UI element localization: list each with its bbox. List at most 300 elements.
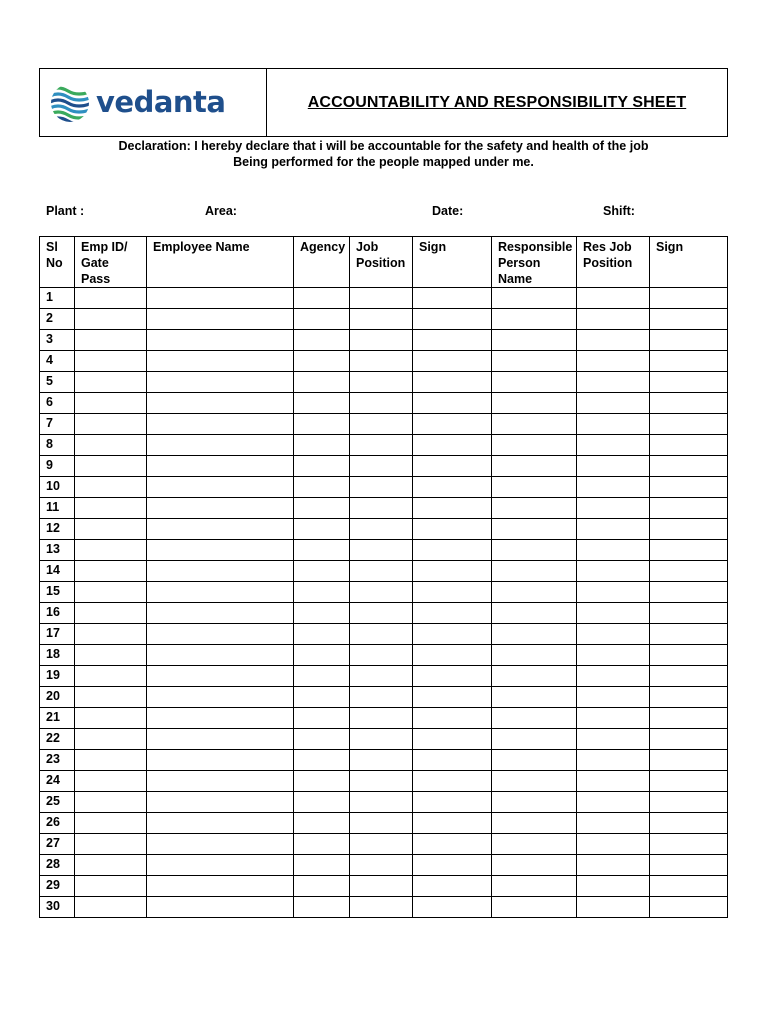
blank-cell[interactable]: [577, 645, 650, 666]
column-header-line: Agency: [300, 240, 346, 254]
blank-cell[interactable]: [492, 687, 577, 708]
blank-cell[interactable]: [75, 834, 147, 855]
row-number-cell: 20: [40, 687, 75, 708]
row-number-cell: 21: [40, 708, 75, 729]
row-number-cell: 9: [40, 456, 75, 477]
blank-cell[interactable]: [577, 561, 650, 582]
area-label: Area:: [205, 204, 237, 218]
blank-cell[interactable]: [413, 624, 492, 645]
blank-cell[interactable]: [650, 582, 728, 603]
blank-cell[interactable]: [147, 750, 294, 771]
blank-cell[interactable]: [147, 498, 294, 519]
blank-cell[interactable]: [350, 540, 413, 561]
table-row: [40, 645, 728, 666]
blank-cell[interactable]: [294, 813, 350, 834]
blank-cell[interactable]: [650, 645, 728, 666]
blank-cell[interactable]: [650, 897, 728, 918]
blank-cell[interactable]: [492, 729, 577, 750]
blank-cell[interactable]: [147, 666, 294, 687]
blank-cell[interactable]: [75, 666, 147, 687]
column-header: [40, 237, 75, 288]
blank-cell[interactable]: [492, 498, 577, 519]
blank-cell[interactable]: [650, 330, 728, 351]
blank-cell[interactable]: [650, 540, 728, 561]
blank-cell[interactable]: [650, 834, 728, 855]
column-header: [577, 237, 650, 288]
blank-cell[interactable]: [577, 813, 650, 834]
blank-cell[interactable]: [492, 666, 577, 687]
row-number-cell: 30: [40, 897, 75, 918]
blank-cell[interactable]: [350, 792, 413, 813]
blank-cell[interactable]: [650, 813, 728, 834]
blank-cell[interactable]: [75, 372, 147, 393]
table-row: [40, 729, 728, 750]
blank-cell[interactable]: [413, 645, 492, 666]
table-body: [40, 288, 728, 918]
blank-cell[interactable]: [577, 729, 650, 750]
blank-cell[interactable]: [650, 288, 728, 309]
column-header-line: Responsible: [498, 240, 573, 254]
blank-cell[interactable]: [75, 855, 147, 876]
blank-cell[interactable]: [413, 330, 492, 351]
row-number-cell: 27: [40, 834, 75, 855]
blank-cell[interactable]: [75, 813, 147, 834]
blank-cell[interactable]: [350, 561, 413, 582]
blank-cell[interactable]: [577, 519, 650, 540]
blank-cell[interactable]: [350, 855, 413, 876]
table-row: [40, 288, 728, 309]
blank-cell[interactable]: [294, 687, 350, 708]
blank-cell[interactable]: [492, 771, 577, 792]
blank-cell[interactable]: [147, 582, 294, 603]
blank-cell[interactable]: [350, 834, 413, 855]
blank-cell[interactable]: [75, 393, 147, 414]
blank-cell[interactable]: [492, 351, 577, 372]
declaration-line-2: Being performed for the people mapped under me.: [233, 155, 534, 169]
blank-cell[interactable]: [413, 834, 492, 855]
blank-cell[interactable]: [650, 561, 728, 582]
blank-cell[interactable]: [577, 435, 650, 456]
blank-cell[interactable]: [350, 603, 413, 624]
blank-cell[interactable]: [350, 645, 413, 666]
table-row: [40, 687, 728, 708]
blank-cell[interactable]: [294, 393, 350, 414]
blank-cell[interactable]: [577, 288, 650, 309]
row-number-cell: 10: [40, 477, 75, 498]
blank-cell[interactable]: [294, 372, 350, 393]
blank-cell[interactable]: [294, 456, 350, 477]
blank-cell[interactable]: [75, 645, 147, 666]
blank-cell[interactable]: [350, 288, 413, 309]
blank-cell[interactable]: [577, 708, 650, 729]
blank-cell[interactable]: [492, 540, 577, 561]
blank-cell[interactable]: [577, 372, 650, 393]
blank-cell[interactable]: [350, 582, 413, 603]
blank-cell[interactable]: [650, 393, 728, 414]
blank-cell[interactable]: [650, 603, 728, 624]
blank-cell[interactable]: [413, 687, 492, 708]
blank-cell[interactable]: [350, 414, 413, 435]
blank-cell[interactable]: [650, 876, 728, 897]
blank-cell[interactable]: [350, 351, 413, 372]
blank-cell[interactable]: [650, 519, 728, 540]
table-row: [40, 771, 728, 792]
blank-cell[interactable]: [350, 435, 413, 456]
blank-cell[interactable]: [147, 897, 294, 918]
blank-cell[interactable]: [147, 477, 294, 498]
blank-cell[interactable]: [492, 393, 577, 414]
blank-cell[interactable]: [492, 456, 577, 477]
blank-cell[interactable]: [413, 582, 492, 603]
blank-cell[interactable]: [294, 645, 350, 666]
blank-cell[interactable]: [577, 876, 650, 897]
blank-cell[interactable]: [75, 792, 147, 813]
blank-cell[interactable]: [147, 435, 294, 456]
blank-cell[interactable]: [577, 624, 650, 645]
blank-cell[interactable]: [294, 666, 350, 687]
blank-cell[interactable]: [577, 771, 650, 792]
blank-cell[interactable]: [350, 519, 413, 540]
blank-cell[interactable]: [147, 288, 294, 309]
blank-cell[interactable]: [492, 477, 577, 498]
blank-cell[interactable]: [350, 477, 413, 498]
blank-cell[interactable]: [413, 456, 492, 477]
blank-cell[interactable]: [147, 876, 294, 897]
blank-cell[interactable]: [75, 309, 147, 330]
table-row: [40, 792, 728, 813]
blank-cell[interactable]: [147, 309, 294, 330]
blank-cell[interactable]: [147, 729, 294, 750]
blank-cell[interactable]: [492, 582, 577, 603]
blank-cell[interactable]: [75, 414, 147, 435]
blank-cell[interactable]: [294, 603, 350, 624]
blank-cell[interactable]: [413, 372, 492, 393]
blank-cell[interactable]: [350, 309, 413, 330]
row-number-cell: 19: [40, 666, 75, 687]
blank-cell[interactable]: [413, 393, 492, 414]
blank-cell[interactable]: [294, 561, 350, 582]
blank-cell[interactable]: [75, 750, 147, 771]
header-box: [39, 68, 728, 137]
blank-cell[interactable]: [147, 624, 294, 645]
table-row: [40, 435, 728, 456]
blank-cell[interactable]: [147, 414, 294, 435]
blank-cell[interactable]: [350, 813, 413, 834]
blank-cell[interactable]: [147, 561, 294, 582]
column-header-line: Sign: [419, 240, 447, 254]
blank-cell[interactable]: [294, 834, 350, 855]
blank-cell[interactable]: [147, 603, 294, 624]
column-header-line: Sl: [46, 240, 58, 254]
blank-cell[interactable]: [75, 288, 147, 309]
table-row: [40, 750, 728, 771]
blank-cell[interactable]: [75, 708, 147, 729]
row-number-cell: 15: [40, 582, 75, 603]
blank-cell[interactable]: [413, 708, 492, 729]
blank-cell[interactable]: [147, 834, 294, 855]
blank-cell[interactable]: [492, 288, 577, 309]
table-row: [40, 393, 728, 414]
row-number-cell: 14: [40, 561, 75, 582]
column-header: [350, 237, 413, 288]
blank-cell[interactable]: [650, 729, 728, 750]
column-header: [294, 237, 350, 288]
blank-cell[interactable]: [413, 477, 492, 498]
blank-cell[interactable]: [650, 351, 728, 372]
blank-cell[interactable]: [147, 372, 294, 393]
blank-cell[interactable]: [413, 897, 492, 918]
blank-cell[interactable]: [492, 561, 577, 582]
blank-cell[interactable]: [577, 414, 650, 435]
blank-cell[interactable]: [294, 792, 350, 813]
blank-cell[interactable]: [492, 876, 577, 897]
blank-cell[interactable]: [75, 498, 147, 519]
blank-cell[interactable]: [492, 519, 577, 540]
blank-cell[interactable]: [350, 708, 413, 729]
blank-cell[interactable]: [413, 771, 492, 792]
blank-cell[interactable]: [577, 477, 650, 498]
blank-cell[interactable]: [577, 750, 650, 771]
blank-cell[interactable]: [577, 603, 650, 624]
blank-cell[interactable]: [413, 666, 492, 687]
column-header-line: Sign: [656, 240, 684, 254]
blank-cell[interactable]: [650, 498, 728, 519]
blank-cell[interactable]: [75, 435, 147, 456]
blank-cell[interactable]: [413, 876, 492, 897]
blank-cell[interactable]: [350, 456, 413, 477]
blank-cell[interactable]: [492, 603, 577, 624]
blank-cell[interactable]: [75, 603, 147, 624]
blank-cell[interactable]: [413, 540, 492, 561]
column-header-line: Job: [356, 240, 379, 254]
blank-cell[interactable]: [492, 855, 577, 876]
column-header-line: Person: [498, 256, 541, 270]
blank-cell[interactable]: [294, 624, 350, 645]
blank-cell[interactable]: [75, 729, 147, 750]
blank-cell[interactable]: [294, 498, 350, 519]
blank-cell[interactable]: [147, 771, 294, 792]
blank-cell[interactable]: [147, 540, 294, 561]
table-row: [40, 519, 728, 540]
column-header-line: Position: [356, 256, 406, 270]
table-row: [40, 561, 728, 582]
blank-cell[interactable]: [147, 708, 294, 729]
blank-cell[interactable]: [577, 351, 650, 372]
blank-cell[interactable]: [577, 897, 650, 918]
row-number-cell: 24: [40, 771, 75, 792]
blank-cell[interactable]: [350, 330, 413, 351]
blank-cell[interactable]: [147, 855, 294, 876]
row-number-cell: 13: [40, 540, 75, 561]
blank-cell[interactable]: [350, 750, 413, 771]
blank-cell[interactable]: [75, 456, 147, 477]
table-header-row: [40, 237, 728, 288]
blank-cell[interactable]: [350, 624, 413, 645]
blank-cell[interactable]: [350, 666, 413, 687]
blank-cell[interactable]: [75, 582, 147, 603]
blank-cell[interactable]: [413, 813, 492, 834]
blank-cell[interactable]: [75, 876, 147, 897]
blank-cell[interactable]: [350, 498, 413, 519]
blank-cell[interactable]: [147, 519, 294, 540]
blank-cell[interactable]: [577, 393, 650, 414]
blank-cell[interactable]: [294, 876, 350, 897]
table-row: [40, 498, 728, 519]
blank-cell[interactable]: [413, 351, 492, 372]
blank-cell[interactable]: [650, 309, 728, 330]
blank-cell[interactable]: [650, 372, 728, 393]
blank-cell[interactable]: [350, 372, 413, 393]
blank-cell[interactable]: [492, 792, 577, 813]
blank-cell[interactable]: [577, 498, 650, 519]
blank-cell[interactable]: [413, 498, 492, 519]
plant-label: Plant :: [46, 204, 85, 218]
blank-cell[interactable]: [577, 855, 650, 876]
blank-cell[interactable]: [350, 393, 413, 414]
blank-cell[interactable]: [492, 834, 577, 855]
table-row: [40, 309, 728, 330]
page-title: ACCOUNTABILITY AND RESPONSIBILITY SHEET: [307, 93, 687, 111]
table-row: [40, 708, 728, 729]
blank-cell[interactable]: [413, 729, 492, 750]
blank-cell[interactable]: [413, 561, 492, 582]
blank-cell[interactable]: [650, 750, 728, 771]
blank-cell[interactable]: [294, 414, 350, 435]
blank-cell[interactable]: [294, 477, 350, 498]
logo-wordmark: vedanta: [96, 84, 226, 119]
blank-cell[interactable]: [294, 897, 350, 918]
blank-cell[interactable]: [294, 750, 350, 771]
row-number-cell: 26: [40, 813, 75, 834]
blank-cell[interactable]: [492, 750, 577, 771]
blank-cell[interactable]: [75, 351, 147, 372]
blank-cell[interactable]: [577, 834, 650, 855]
blank-cell[interactable]: [577, 582, 650, 603]
date-label: Date:: [432, 204, 464, 218]
blank-cell[interactable]: [294, 288, 350, 309]
blank-cell[interactable]: [650, 708, 728, 729]
blank-cell[interactable]: [650, 855, 728, 876]
blank-cell[interactable]: [492, 330, 577, 351]
blank-cell[interactable]: [75, 330, 147, 351]
blank-cell[interactable]: [650, 687, 728, 708]
blank-cell[interactable]: [294, 855, 350, 876]
table-row: [40, 414, 728, 435]
blank-cell[interactable]: [650, 456, 728, 477]
blank-cell[interactable]: [492, 414, 577, 435]
blank-cell[interactable]: [147, 645, 294, 666]
blank-cell[interactable]: [75, 897, 147, 918]
blank-cell[interactable]: [413, 855, 492, 876]
blank-cell[interactable]: [147, 792, 294, 813]
blank-cell[interactable]: [75, 561, 147, 582]
blank-cell[interactable]: [75, 687, 147, 708]
blank-cell[interactable]: [650, 477, 728, 498]
row-number-cell: 22: [40, 729, 75, 750]
table-row: [40, 582, 728, 603]
blank-cell[interactable]: [492, 435, 577, 456]
blank-cell[interactable]: [294, 708, 350, 729]
table-row: [40, 834, 728, 855]
blank-cell[interactable]: [492, 624, 577, 645]
shift-label: Shift:: [603, 204, 635, 218]
blank-cell[interactable]: [492, 708, 577, 729]
blank-cell[interactable]: [413, 288, 492, 309]
blank-cell[interactable]: [492, 645, 577, 666]
blank-cell[interactable]: [294, 330, 350, 351]
blank-cell[interactable]: [577, 309, 650, 330]
blank-cell[interactable]: [294, 351, 350, 372]
blank-cell[interactable]: [75, 519, 147, 540]
blank-cell[interactable]: [413, 519, 492, 540]
blank-cell[interactable]: [492, 309, 577, 330]
blank-cell[interactable]: [147, 456, 294, 477]
blank-cell[interactable]: [350, 771, 413, 792]
blank-cell[interactable]: [577, 456, 650, 477]
blank-cell[interactable]: [350, 687, 413, 708]
blank-cell[interactable]: [413, 414, 492, 435]
blank-cell[interactable]: [147, 813, 294, 834]
blank-cell[interactable]: [294, 540, 350, 561]
blank-cell[interactable]: [294, 519, 350, 540]
blank-cell[interactable]: [577, 540, 650, 561]
blank-cell[interactable]: [413, 309, 492, 330]
blank-cell[interactable]: [294, 435, 350, 456]
column-header-line: Gate Pass: [81, 256, 111, 286]
accountability-table: [39, 236, 728, 918]
blank-cell[interactable]: [75, 771, 147, 792]
blank-cell[interactable]: [413, 750, 492, 771]
blank-cell[interactable]: [413, 603, 492, 624]
blank-cell[interactable]: [577, 687, 650, 708]
blank-cell[interactable]: [413, 792, 492, 813]
blank-cell[interactable]: [577, 792, 650, 813]
blank-cell[interactable]: [650, 792, 728, 813]
blank-cell[interactable]: [492, 813, 577, 834]
blank-cell[interactable]: [577, 330, 650, 351]
blank-cell[interactable]: [650, 666, 728, 687]
blank-cell[interactable]: [147, 393, 294, 414]
column-header: [147, 237, 294, 288]
row-number-cell: 18: [40, 645, 75, 666]
blank-cell[interactable]: [294, 729, 350, 750]
table-row: [40, 540, 728, 561]
blank-cell[interactable]: [75, 477, 147, 498]
blank-cell[interactable]: [650, 624, 728, 645]
blank-cell[interactable]: [650, 435, 728, 456]
blank-cell[interactable]: [147, 687, 294, 708]
blank-cell[interactable]: [350, 729, 413, 750]
blank-cell[interactable]: [294, 309, 350, 330]
blank-cell[interactable]: [492, 372, 577, 393]
blank-cell[interactable]: [75, 624, 147, 645]
row-number-cell: 16: [40, 603, 75, 624]
blank-cell[interactable]: [294, 771, 350, 792]
blank-cell[interactable]: [413, 435, 492, 456]
blank-cell[interactable]: [650, 771, 728, 792]
blank-cell[interactable]: [492, 897, 577, 918]
blank-cell[interactable]: [294, 582, 350, 603]
blank-cell[interactable]: [577, 666, 650, 687]
blank-cell[interactable]: [147, 330, 294, 351]
row-number-cell: 29: [40, 876, 75, 897]
blank-cell[interactable]: [350, 876, 413, 897]
blank-cell[interactable]: [350, 897, 413, 918]
blank-cell[interactable]: [650, 414, 728, 435]
blank-cell[interactable]: [75, 540, 147, 561]
row-number-cell: 25: [40, 792, 75, 813]
blank-cell[interactable]: [147, 351, 294, 372]
